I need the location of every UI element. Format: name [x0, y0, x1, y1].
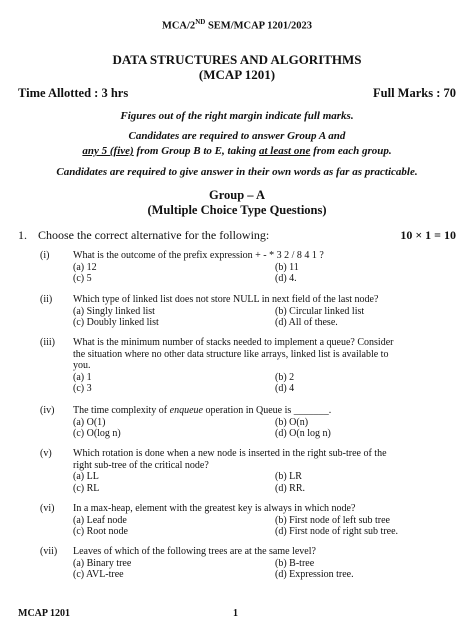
mcq-question-end: operation in Queue is _______. [202, 405, 332, 416]
option-a: (a) Singly linked list [73, 305, 155, 317]
option-d: (d) 4. [275, 273, 297, 284]
option-d: (d) 4 [275, 383, 295, 394]
option-a: (a) 12 [73, 261, 97, 273]
mcq-number: (v) [40, 448, 52, 459]
option-a: (a) O(1) [73, 416, 106, 428]
mcq-question: In a max-heap, element with the greatest key is always in which node? [73, 503, 356, 514]
time-allotted: Time Allotted : 3 hrs [18, 86, 129, 100]
option-d: (d) O(n log n) [275, 428, 331, 439]
option-b: (b) Circular linked list [275, 305, 365, 317]
option-c: (c) Root node [73, 526, 128, 537]
mcq-question-line: Which rotation is done when a new node is inserted in the right sub-tree of the [73, 448, 387, 459]
option-d: (d) All of these. [275, 317, 338, 328]
paper-code [0, 18, 474, 32]
mcq-number: (iv) [40, 405, 55, 416]
group-subtitle: (Multiple Choice Type Questions) [147, 203, 327, 217]
instruction-any-five: any 5 (five) [82, 145, 134, 157]
paper-title: DATA STRUCTURES AND ALGORITHMS [112, 52, 362, 67]
option-c: (c) 3 [73, 383, 92, 394]
mcq-number: (iii) [40, 337, 55, 348]
mcq-question-line: you. [73, 360, 91, 371]
option-a: (a) LL [73, 471, 99, 482]
mcq-item [40, 503, 460, 538]
option-c: (c) Doubly linked list [73, 317, 159, 328]
mcq-options [73, 471, 460, 494]
option-a: (a) 1 [73, 371, 92, 383]
group-title: Group – A [208, 188, 266, 202]
instruction-each-group: from each group. [310, 145, 392, 157]
option-c: (c) AVL-tree [73, 569, 124, 580]
mcq-question [73, 405, 460, 417]
option-c: (c) 5 [73, 273, 92, 284]
instruction-line-3 [0, 145, 474, 157]
mcq-options [73, 306, 460, 329]
mcq-options [73, 515, 460, 538]
mcq-item [40, 337, 460, 395]
option-b: (b) First node of left sub tree [275, 514, 390, 526]
option-a: (a) Binary tree [73, 557, 132, 569]
full-marks: Full Marks : 70 [373, 86, 456, 100]
mcq-item [40, 250, 460, 285]
paper-subtitle: (MCAP 1201) [198, 67, 276, 82]
mcq-item [40, 448, 460, 494]
option-c: (c) RL [73, 482, 100, 494]
mcq-options [73, 417, 460, 440]
option-a: (a) Leaf node [73, 514, 127, 526]
option-d: (d) First node of right sub tree. [275, 526, 399, 537]
mcq-item [40, 294, 460, 329]
mcq-question-start: The time complexity of [73, 405, 170, 416]
question-text: Choose the correct alternative for the following: [38, 228, 270, 242]
instruction-line-4: Candidates are required to give answer in their own words as far as practicable. [56, 166, 418, 178]
instruction-from-groups: from Group B to E, taking [133, 145, 259, 157]
option-b: (b) 2 [275, 371, 295, 383]
mcq-options [73, 558, 460, 581]
mcq-number: (vi) [40, 503, 55, 514]
mcq-question: Leaves of which of the following trees are at the same level? [73, 546, 316, 557]
paper-code-sup: ND [195, 18, 206, 26]
option-d: (d) RR. [275, 482, 305, 494]
mcq-question-term: enqueue [169, 405, 203, 416]
question-marks: 10 × 1 = 10 [400, 228, 456, 242]
mcq-item [40, 546, 460, 581]
question-number: 1. [18, 228, 27, 242]
mcq-number: (vii) [40, 546, 58, 557]
footer-paper-code: MCAP 1201 [18, 608, 70, 619]
paper-code-prefix: MCA/2 [161, 20, 196, 32]
mcq-question-line: What is the minimum number of stacks needed to implement a queue? Consider [73, 337, 394, 348]
mcq-number: (i) [40, 250, 50, 261]
paper-code-suffix: SEM/MCAP 1201/2023 [205, 20, 313, 32]
mcq-question-line: the situation where no other data structure like arrays, linked list is available to [73, 348, 389, 360]
mcq-question: What is the outcome of the prefix expression + - * 3 2 / 8 4 1 ? [73, 250, 324, 261]
option-b: (b) 11 [275, 261, 299, 273]
page-number: 1 [233, 608, 238, 619]
mcq-options [73, 262, 460, 285]
option-d: (d) Expression tree. [275, 569, 354, 580]
instruction-line-2: Candidates are required to answer Group A and [128, 130, 346, 142]
option-b: (b) LR [275, 471, 302, 482]
instruction-at-least-one: at least one [259, 145, 311, 157]
mcq-options [73, 372, 460, 395]
mcq-question: Which type of linked list does not store NULL in next field of the last node? [73, 294, 379, 305]
instruction-line-1: Figures out of the right margin indicate full marks. [120, 110, 354, 122]
mcq-number: (ii) [40, 294, 53, 305]
mcq-item [40, 405, 460, 440]
option-c: (c) O(log n) [73, 428, 121, 439]
option-b: (b) B-tree [275, 557, 315, 569]
option-b: (b) O(n) [275, 416, 309, 428]
mcq-question-line: right sub-tree of the critical node? [73, 459, 209, 471]
